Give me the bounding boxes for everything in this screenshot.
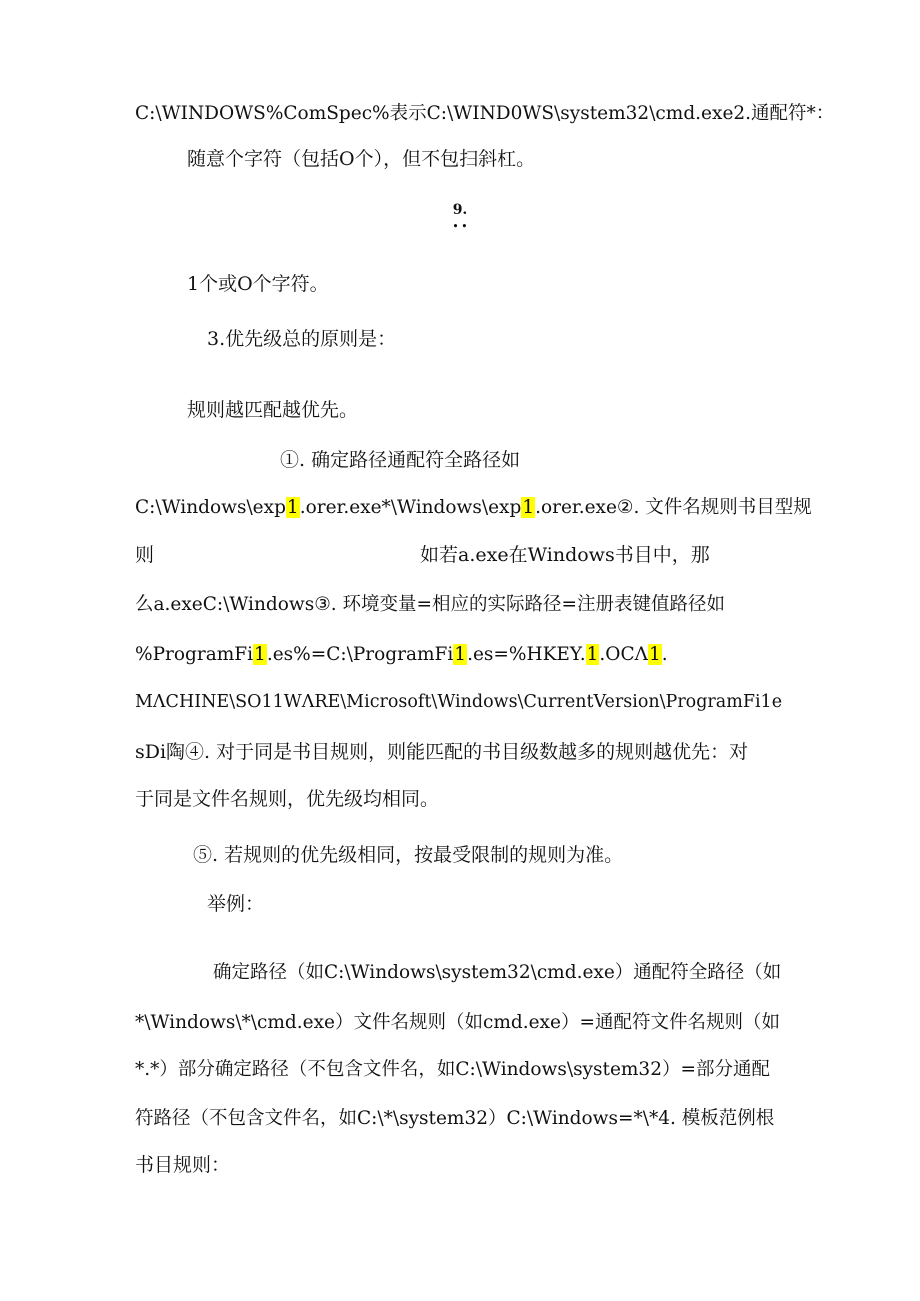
highlight-mark: 1 bbox=[648, 644, 661, 665]
text-line-20: 书目规则： bbox=[135, 1154, 231, 1176]
text-line-18: *.*）部分确定路径（不包含文件名，如C:\Windows\system32）=部分通配 bbox=[135, 1059, 770, 1080]
text-line-15: 举例： bbox=[207, 893, 265, 915]
text-segment: .es=%HKEY. bbox=[467, 644, 586, 665]
text-line-1: C:\WINDOWS%ComSpec%表示C:\WIND0WS\system32\cmd.exe2.通配符*： bbox=[135, 103, 835, 124]
highlight-mark: 1 bbox=[586, 644, 599, 665]
text-line-2: 随意个字符（包括O个），但不包扫斜杠。 bbox=[187, 148, 536, 170]
text-segment: .es%=C:\ProgramFi bbox=[266, 644, 454, 665]
text-segment: .OCΛ bbox=[599, 644, 648, 665]
highlight-mark: 1 bbox=[454, 644, 467, 665]
text-line-10 bbox=[135, 640, 668, 670]
text-line-4: 3.优先级总的原则是： bbox=[207, 328, 397, 350]
highlight-mark: 1 bbox=[286, 497, 299, 518]
page-number-dots: • • bbox=[452, 222, 468, 232]
text-line-5: 规则越匹配越优先。 bbox=[187, 399, 359, 421]
text-line-14: ⑤. 若规则的优先级相同，按最受限制的规则为准。 bbox=[193, 844, 624, 866]
text-line-13: 于同是文件名规则，优先级均相同。 bbox=[135, 788, 440, 810]
highlight-mark: 1 bbox=[254, 644, 266, 665]
text-line-16: 确定路径（如C:\Windows\system32\cmd.exe）通配符全路径（如 bbox=[213, 962, 782, 983]
text-line-8-right: 如若a.exe在Windows书目中，那 bbox=[420, 544, 710, 566]
text-segment: .orer.exe*\Windows\exp bbox=[299, 497, 522, 518]
text-line-3: 1个或O个字符。 bbox=[187, 273, 329, 295]
text-line-7 bbox=[135, 493, 812, 523]
text-segment: %ProgramFi bbox=[135, 644, 254, 665]
text-line-12: sDi陶④. 对于同是书目规则，则能匹配的书目级数越多的规则越优先：对 bbox=[135, 741, 749, 763]
text-line-8-left: 则 bbox=[135, 544, 155, 566]
text-segment: C:\Windows\exp bbox=[135, 497, 286, 518]
page-number: 9. bbox=[452, 202, 468, 218]
text-segment: .orer.exe②. 文件名规则书目型规 bbox=[535, 497, 812, 518]
text-line-11: MΛCHINE\SO11WΛRE\Microsoft\Windows\CurrentVersion\ProgramFi1e bbox=[135, 692, 783, 712]
text-line-19: 符路径（不包含文件名，如C:\*\system32）C:\Windows=*\*4. 模板范例根 bbox=[135, 1108, 775, 1129]
text-line-6: ①. 确定路径通配符全路径如 bbox=[280, 449, 521, 471]
text-line-17: *\Windows\*\cmd.exe）文件名规则（如cmd.exe）=通配符文件名规则（如 bbox=[135, 1012, 780, 1033]
text-segment: . bbox=[661, 644, 668, 665]
text-line-9: 么a.exeC:\Windows③. 环境变量=相应的实际路径=注册表键值路径如 bbox=[135, 594, 726, 615]
highlight-mark: 1 bbox=[522, 497, 535, 518]
